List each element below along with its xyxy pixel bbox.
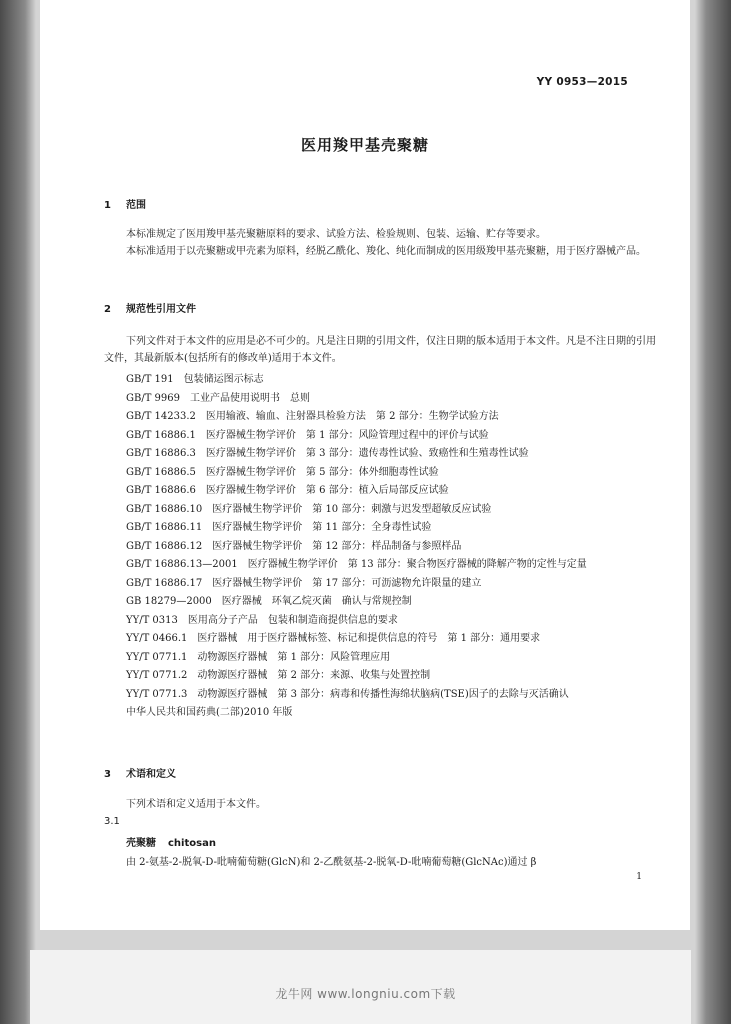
list-item: GB/T 16886.13—2001 医疗器械生物学评价 第 13 部分：聚合物医疗器械的降解产物的定性与定量 bbox=[126, 559, 587, 570]
paragraph: 本标准规定了医用羧甲基壳聚糖原料的要求、试验方法、检验规则、包装、运输、贮存等要求。 bbox=[126, 229, 546, 240]
standard-number: YY 0953—2015 bbox=[536, 76, 628, 88]
list-item: GB 18279—2000 医疗器械 环氧乙烷灭菌 确认与常规控制 bbox=[126, 596, 412, 607]
list-item: GB/T 16886.3 医疗器械生物学评价 第 3 部分：遗传毒性试验、致癌性和生殖毒性试验 bbox=[126, 448, 529, 459]
list-item: YY/T 0771.2 动物源医疗器械 第 2 部分：来源、收集与处置控制 bbox=[126, 670, 431, 681]
list-item: GB/T 191 包装储运图示标志 bbox=[126, 374, 264, 385]
section-3-heading bbox=[104, 765, 176, 780]
section-2-heading bbox=[104, 300, 196, 315]
list-item: YY/T 0771.3 动物源医疗器械 第 3 部分：病毒和传播性海绵状脑病(TSE)因子的去除与灭活确认 bbox=[126, 688, 569, 700]
reference-list bbox=[104, 371, 664, 723]
footer-watermark: 龙牛网 www.longniu.com下载 bbox=[275, 987, 456, 1001]
section-1-body bbox=[104, 226, 664, 260]
list-item: GB/T 16886.11 医疗器械生物学评价 第 11 部分：全身毒性试验 bbox=[126, 522, 432, 533]
section-3-intro: 下列术语和定义适用于本文件。 bbox=[126, 799, 266, 810]
term-chinese: 壳聚糖 bbox=[126, 838, 156, 849]
section-2-intro: 下列文件对于本文件的应用是必不可少的。凡是注日期的引用文件，仅注日期的版本适用于本文件。凡是不注日期的引用文件，其最新版本(包括所有的修改单)适用于本文件。 bbox=[104, 336, 656, 364]
section-number: 2 bbox=[104, 304, 111, 315]
term-english: chitosan bbox=[168, 838, 216, 849]
term-number: 3.1 bbox=[104, 816, 120, 827]
list-item: GB/T 16886.17 医疗器械生物学评价 第 17 部分：可沥滤物允许限量的建立 bbox=[126, 577, 482, 589]
term-heading bbox=[126, 834, 216, 849]
list-item: GB/T 16886.12 医疗器械生物学评价 第 12 部分：样品制备与参照样品 bbox=[126, 540, 462, 552]
section-title: 范围 bbox=[126, 200, 146, 211]
document-title: 医用羧甲基壳聚糖 bbox=[300, 136, 429, 154]
section-number: 3 bbox=[104, 769, 111, 780]
section-1-heading bbox=[104, 196, 146, 211]
list-item: YY/T 0466.1 医疗器械 用于医疗器械标签、标记和提供信息的符号 第 1 部分：通用要求 bbox=[126, 633, 541, 644]
list-item: YY/T 0313 医用高分子产品 包装和制造商提供信息的要求 bbox=[126, 614, 398, 626]
document-page bbox=[40, 0, 690, 930]
list-item: GB/T 16886.6 医疗器械生物学评价 第 6 部分：植入后局部反应试验 bbox=[126, 485, 449, 496]
section-title: 规范性引用文件 bbox=[126, 304, 196, 315]
section-title: 术语和定义 bbox=[126, 769, 176, 780]
paragraph: 本标准适用于以壳聚糖或甲壳素为原料，经脱乙酰化、羧化、纯化而制成的医用级羧甲基壳聚糖，用于医疗器械产品。 bbox=[126, 246, 646, 257]
list-item: GB/T 16886.10 医疗器械生物学评价 第 10 部分：刺激与迟发型超敏反应试验 bbox=[126, 503, 492, 515]
list-item: YY/T 0771.1 动物源医疗器械 第 1 部分：风险管理应用 bbox=[126, 651, 391, 663]
page-number: 1 bbox=[636, 872, 642, 882]
list-item: GB/T 16886.5 医疗器械生物学评价 第 5 部分：体外细胞毒性试验 bbox=[126, 466, 439, 478]
list-item: GB/T 14233.2 医用输液、输血、注射器具检验方法 第 2 部分：生物学试验方法 bbox=[126, 411, 499, 422]
list-item: GB/T 16886.1 医疗器械生物学评价 第 1 部分：风险管理过程中的评价与试验 bbox=[126, 429, 489, 441]
section-number: 1 bbox=[104, 200, 111, 211]
term-definition: 由 2-氨基-2-脱氧-D-吡喃葡萄糖(GlcN)和 2-乙酰氨基-2-脱氧-D-吡喃葡萄糖(GlcNAc)通过 β bbox=[126, 857, 537, 868]
list-item: GB/T 9969 工业产品使用说明书 总则 bbox=[126, 392, 311, 404]
list-item: 中华人民共和国药典(二部)2010 年版 bbox=[126, 707, 293, 718]
